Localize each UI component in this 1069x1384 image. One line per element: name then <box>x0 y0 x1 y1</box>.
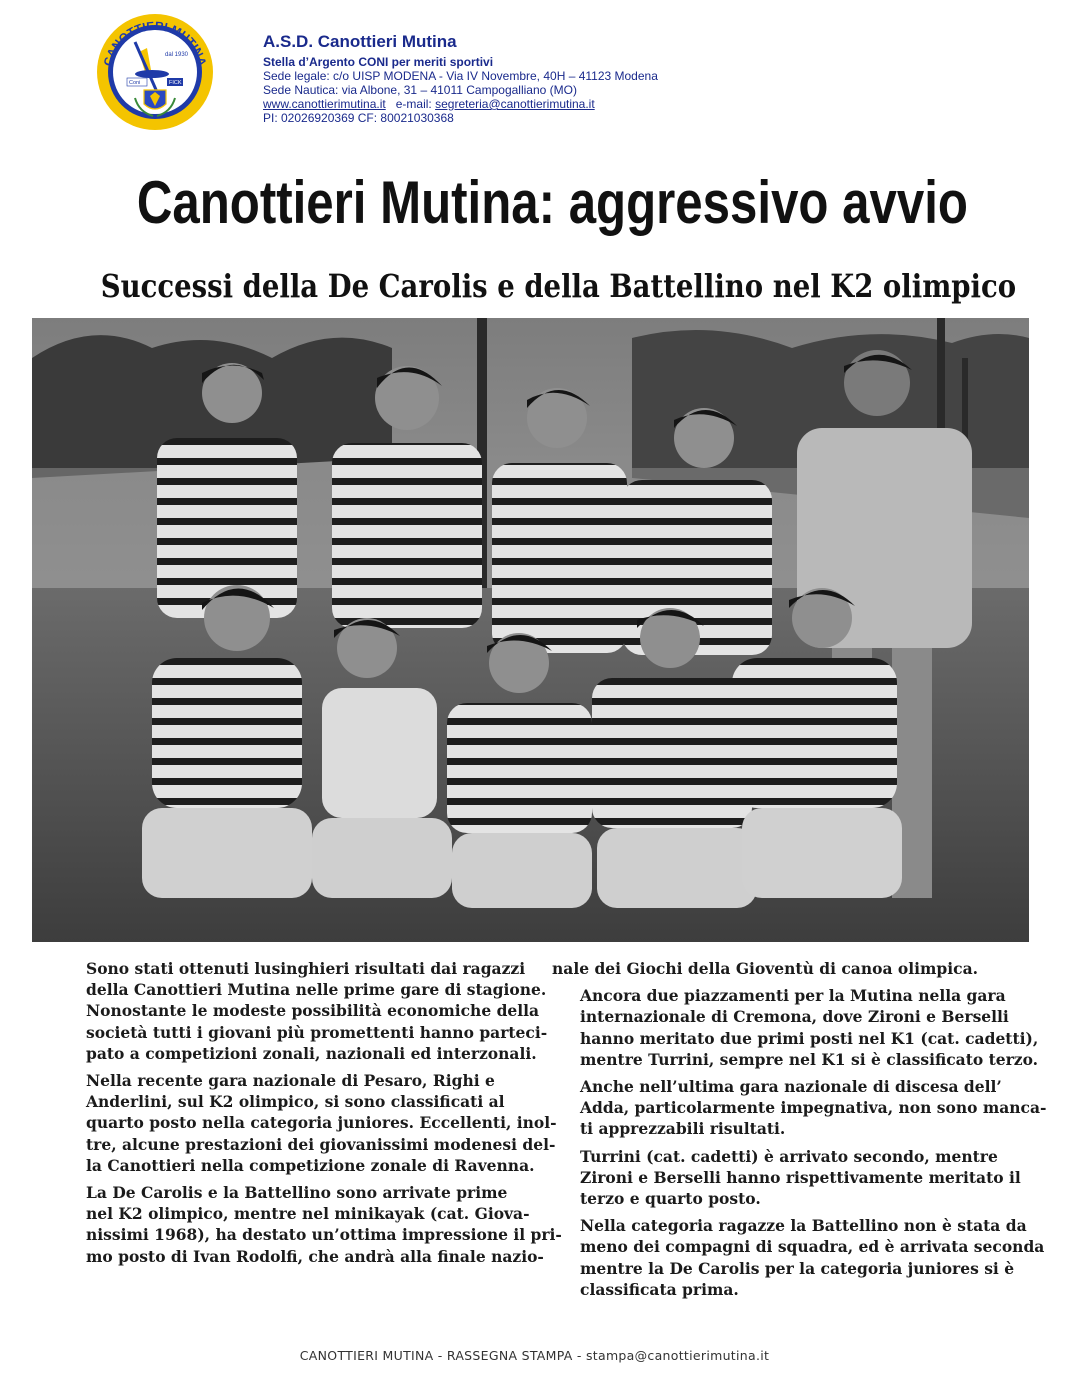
text-line: classificata prima. <box>580 1279 739 1299</box>
logo-badge-fick: FICK <box>169 80 182 86</box>
text-line: mentre Turrini, sempre nel K1 si è classificato terzo. <box>580 1049 1039 1069</box>
text-line: tre, alcune prestazioni dei giovanissimi modenesi del- <box>86 1134 556 1154</box>
text-line: Zironi e Berselli hanno rispettivamente meritato il <box>580 1167 1021 1187</box>
org-tagline: Stella d’Argento CONI per meriti sportivi <box>263 55 494 69</box>
text-line: nissimi 1968), ha destato un’ottima impressione il pri- <box>86 1225 562 1245</box>
text-line: ti apprezzabili risultati. <box>580 1119 786 1139</box>
text-line: mo posto di Ivan Rodolfi, che andrà alla finale nazio- <box>86 1246 544 1266</box>
text-line: meno dei compagni di squadra, ed è arrivata seconda <box>580 1237 1045 1257</box>
email-link[interactable]: segreteria@canottierimutina.it <box>435 97 595 111</box>
org-info <box>263 32 658 125</box>
logo-since: dal 1930 <box>165 52 189 58</box>
article-column-2 <box>552 958 1047 1306</box>
text-line: internazionale di Cremona, dove Zironi e Berselli <box>580 1007 1009 1027</box>
paragraph-6 <box>552 1146 1032 1210</box>
paragraph-7 <box>552 1215 1045 1300</box>
text-line: mentre la De Carolis per la categoria juniores si è <box>580 1258 1015 1278</box>
text-line: Adda, particolarmente impegnativa, non sono manca- <box>580 1098 1047 1118</box>
text-line: quarto posto nella categoria juniores. Eccellenti, inol- <box>86 1113 557 1133</box>
text-line: Anderlini, sul K2 olimpico, si sono classificati al <box>86 1092 505 1112</box>
logo-badge-coni: Coni <box>129 80 141 86</box>
text-line: Nella recente gara nazionale di Pesaro, Righi e <box>86 1071 495 1091</box>
logo-ring-text: CANOTTIERI MUTINA <box>100 18 210 68</box>
text-line: La De Carolis e la Battellino sono arrivate prime <box>86 1183 508 1203</box>
paragraph-1 <box>58 958 548 1064</box>
canottieri-mutina-logo <box>95 12 215 132</box>
paragraph-5 <box>552 1076 1047 1140</box>
website-link[interactable]: www.canottierimutina.it <box>263 97 386 111</box>
text-line: Nella categoria ragazze la Battellino non è stata da <box>580 1216 1027 1236</box>
text-line: pato a competizioni zonali, nazionali ed interzonali. <box>86 1043 537 1063</box>
subheadline: Successi della De Carolis e della Battellino nel K2 olimpico <box>100 267 1017 305</box>
text-line: Nonostante le modeste possibilità economiche della <box>86 1001 540 1021</box>
team-group-photo <box>32 318 1029 942</box>
text-line: Ancora due piazzamenti per la Mutina nella gara <box>580 986 1006 1006</box>
text-line: nel K2 olimpico, mentre nel minikayak (cat. Giova- <box>86 1204 530 1224</box>
text-line: Sono stati ottenuti lusinghieri risultati dai ragazzi <box>86 959 526 978</box>
fiscal-codes: PI: 02026920369 CF: 80021030368 <box>263 111 454 125</box>
footer: CANOTTIERI MUTINA - RASSEGNA STAMPA - stampa@canottierimutina.it <box>299 1348 770 1363</box>
text-line: società tutti i giovani più promettenti hanno parteci- <box>86 1022 548 1042</box>
text-line: nale dei Giochi della Gioventù di canoa olimpica. <box>552 959 979 978</box>
text-line: terzo e quarto posto. <box>580 1189 761 1209</box>
email-label: e-mail: <box>395 97 432 111</box>
org-name: A.S.D. Canottieri Mutina <box>263 32 457 51</box>
paragraph-2 <box>58 1070 557 1176</box>
paragraph-3 <box>58 1182 562 1267</box>
text-line: della Canottieri Mutina nelle prime gare di stagione. <box>86 980 547 1000</box>
text-line: la Canottieri nella competizione zonale di Ravenna. <box>86 1155 535 1175</box>
sede-nautica: Sede Nautica: via Albone, 31 – 41011 Campogalliano (MO) <box>263 83 577 97</box>
paragraph-4 <box>552 985 1039 1070</box>
article-column-1 <box>58 958 562 1273</box>
sede-legale: Sede legale: c/o UISP MODENA - Via IV Novembre, 40H – 41123 Modena <box>263 69 658 83</box>
text-line: hanno meritato due primi posti nel K1 (cat. cadetti), <box>580 1028 1039 1048</box>
paragraph-continuation <box>552 958 1032 979</box>
headline: Canottieri Mutina: aggressivo avvio <box>136 169 968 236</box>
text-line: Turrini (cat. cadetti) è arrivato secondo, mentre <box>580 1146 998 1166</box>
text-line: Anche nell’ultima gara nazionale di discesa dell’ <box>580 1077 1002 1097</box>
